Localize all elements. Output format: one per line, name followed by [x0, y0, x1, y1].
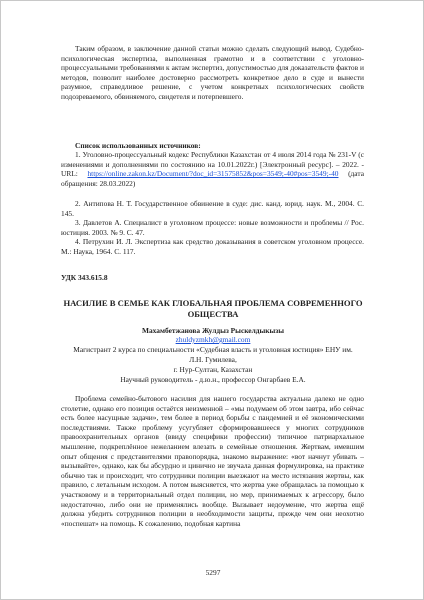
supervisor-line: Научный руководитель - д.ю.н., профессор Онгарбаев Е.А. [120, 375, 306, 384]
author-location: г. Нур-Султан, Казахстан [173, 365, 253, 374]
reference-item-4: 4. Петрухин И. Л. Экспертиза как средство доказывания в советском уголовном процессе. М.: Наука, 1964. С. 117. [61, 237, 364, 256]
reference-1-text: 1. Уголовно-процессуальный кодекс Республики Казахстан от 4 июля 2014 года № 231-V (с изменениями и дополнениями по состоянию на 10.01.2022г.) [Электронный ресурс]. – 2022. - URL: [61, 150, 364, 179]
author-affiliation: Магистрант 2 курса по специальности «Судебная власть и уголовная юстиция» ЕНУ им. Л.Н. Гумилева, [73, 345, 353, 364]
reference-1-link[interactable]: https://online.zakon.kz/Document/?doc_id=31575852&pos=3549;-40#pos=3549;-40 [87, 169, 339, 179]
reference-item-3: 3. Давлетов А. Специалист в уголовном процессе: новые возможности и проблемы // Рос. юстиция. 2003. № 9. С. 47. [61, 218, 364, 237]
reference-item-1 [61, 150, 364, 188]
author-email-link[interactable]: zhuldyzmkh@gmail.com [175, 335, 251, 344]
udk-code: УДК 343.615.8 [61, 273, 108, 282]
reference-item-2: 2. Антипова Н. Т. Государственное обвинение в суде: дис. канд. юрид. наук. М., 2004. С. 145. [61, 199, 364, 218]
reference-1-access-date: (дата обращения: 28.03.2022) [61, 169, 365, 188]
references-heading: Список использованных источников: [75, 141, 201, 150]
author-email [41, 335, 385, 345]
body-paragraph: Проблема семейно-бытового насилия для нашего государства актуальна далеко не одно столетие, однако его позиция остаётся неизменной – «мы подумаем об этом завтра, ибо сейчас есть более насущные задачи», тем более в период борьбы с пандемией и её экономическими последствиями. Также проблему усугубляет сформировавшееся у многих сотрудников правоохранительных органов (ввиду специфики профессии) типичное патриархальное мышление, подкреплённое нежеланием влезать в семейные отношения. Жертвам, имевшим опыт общения с представителями правопорядка, знакомо выражение: «вот начнут убивать – вызывайте», однако, как бы абсурдно и цинично не звучала данная формулировка, на практике обычно так и происходит, что сотрудники полиции выезжают на место истязания жертвы, как правило, с летальным исходом. А потом выясняется, что жертва уже обращалась за помощью к участковому и в территориальный отдел полиции, но мер, принимаемых к агрессору, было недостаточно, либо они не применялись вообще. Вызывает недоумение, что жертва ещё должна убедить сотрудников полиции в необходимости защиты, прежде чем они неохотно «поспешат» на помощь. К сожалению, подобная картина [61, 394, 364, 528]
intro-paragraph: Таким образом, в заключение данной статьи можно сделать следующий вывод. Судебно-психологическая экспертиза, выполненная грамотно и в соответствии с уголовно-процессуальными требованиями к актам экспертиз, допустимостью для доказательств фактов и методов, позволит наиболее достоверно рассмотреть конкретное дело в суде и вынести разумное, справедливое решение, с учетом конкретных психологических свойств подозреваемого, обвиняемого, свидетеля и потерпевшего. [61, 44, 364, 101]
page-number: 5297 [205, 568, 221, 577]
article-title: НАСИЛИЕ В СЕМЬЕ КАК ГЛОБАЛЬНАЯ ПРОБЛЕМА СОВРЕМЕННОГО ОБЩЕСТВА [63, 298, 363, 319]
author-name: Махамбетжанова Жулдыз Рыскелдыкызы [141, 326, 285, 335]
